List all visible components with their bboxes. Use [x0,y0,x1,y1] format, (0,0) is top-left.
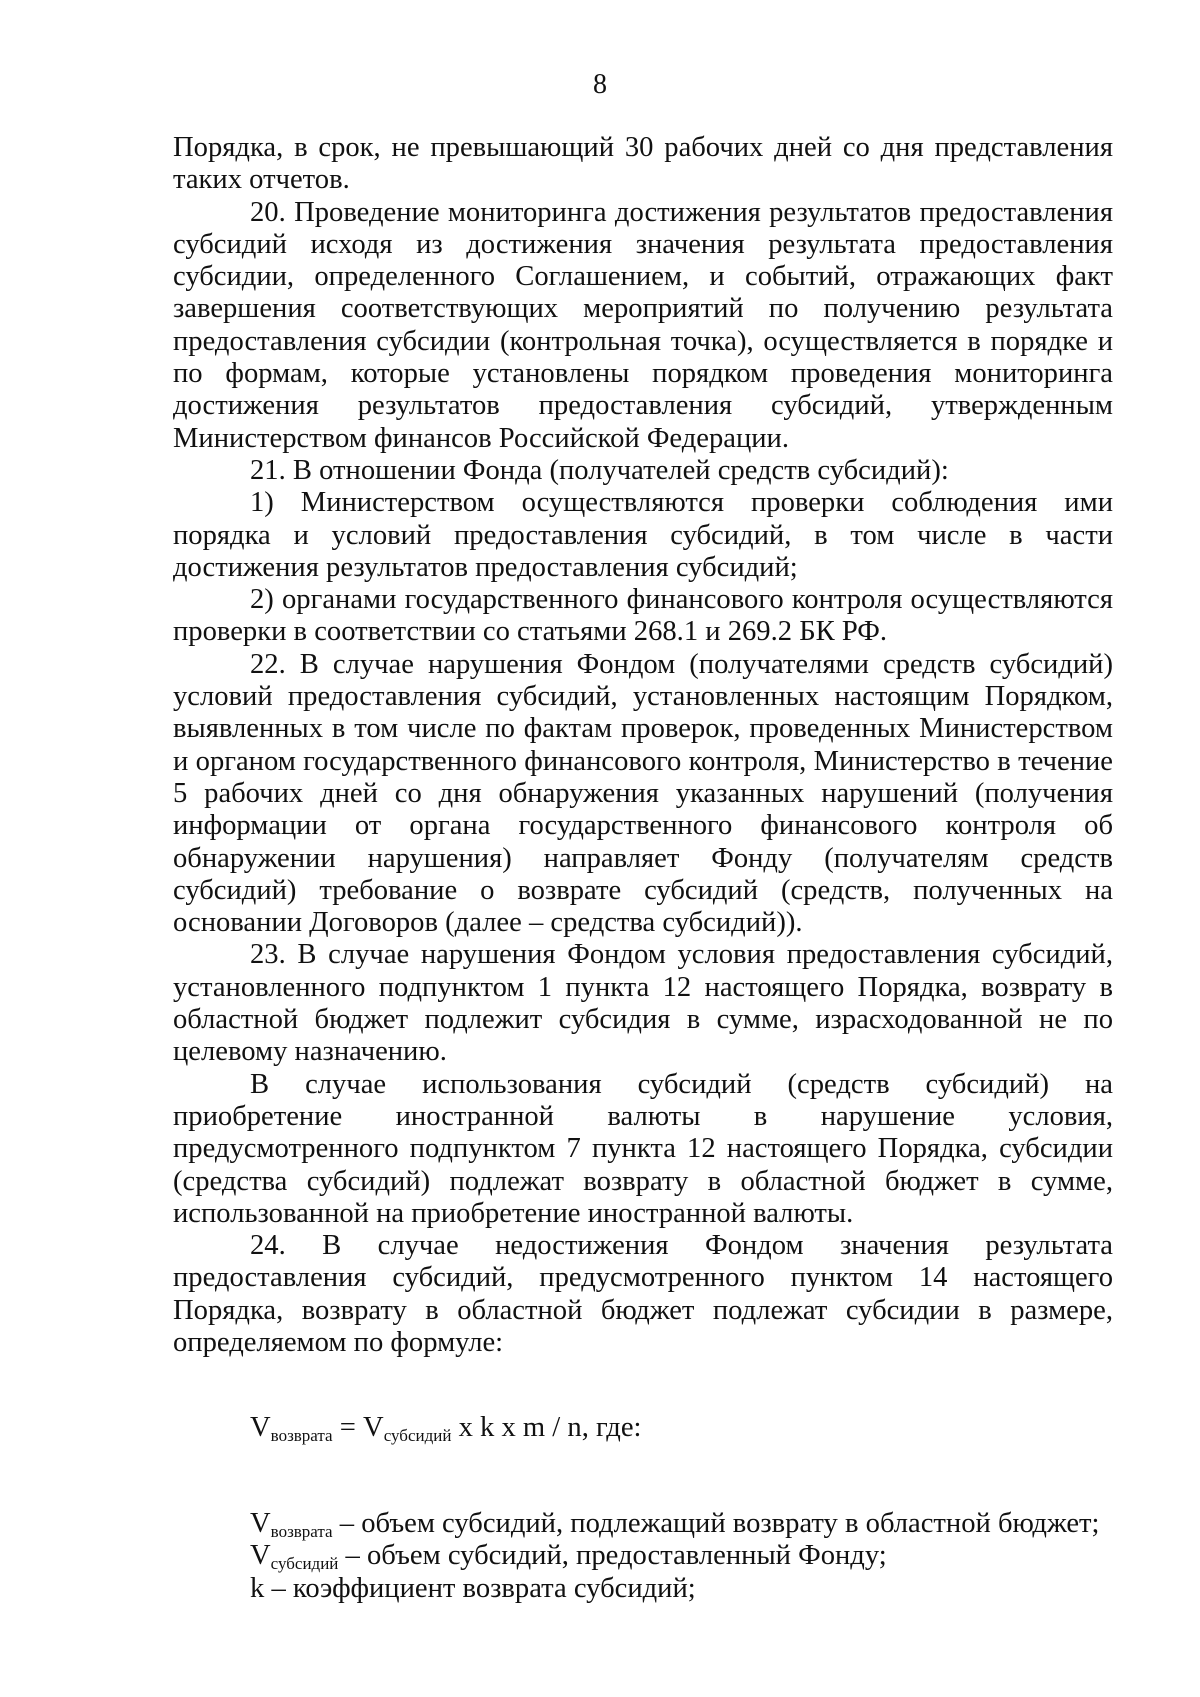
definition-v-subsidy: $V_{субсидий}$ – объем субсидий, предоставленный Фонду; [250,1540,887,1574]
definition-k: k – коэффициент возврата субсидий; [250,1572,696,1604]
paragraph: Порядка, в срок, не превышающий 30 рабочих дней со дня представления таких отчетов. [173,132,1113,196]
body-text [173,132,1113,1359]
paragraph-21-item-2: 2) органами государственного финансового контроля осуществляются проверки в соответствии со статьями 268.1 и 269.2 БК РФ. [173,584,1113,648]
formula-line: $V_{возврата} = V_{субсидий}$ x k x m / n, где: [250,1412,642,1445]
paragraph-20: 20. Проведение мониторинга достижения результатов предоставления субсидий исходя из достижения значения результата предоставления субсидии, определенного Соглашением, и событий, отражающих факт завершения соответствующих мероприятий по получению результата предоставления субсидии (контрольная точка), осуществляется в порядке и по формам, которые установлены порядком проведения мониторинга достижения результатов предоставления субсидий, утвержденным Министерством финансов Российской Федерации. [173,196,1113,454]
definition-v-return: $V_{возврата}$ – объем субсидий, подлежащий возврату в областной бюджет; [250,1508,1100,1541]
formula-definitions [250,1508,1130,1605]
paragraph-23-continued: В случае использования субсидий (средств субсидий) на приобретение иностранной валюты в нарушение условия, предусмотренного подпунктом 7 пункта 12 настоящего Порядка, субсидии (средства субсидий) подлежат возврату в областной бюджет в сумме, использованной на приобретение иностранной валюты. [173,1068,1113,1229]
formula [250,1412,1130,1444]
paragraph-23: 23. В случае нарушения Фондом условия предоставления субсидий, установленного подпунктом 1 пункта 12 настоящего Порядка, возврату в областной бюджет подлежит субсидия в сумме, израсходованной не по целевому назначению. [173,939,1113,1068]
paragraph-21-item-1: 1) Министерством осуществляются проверки соблюдения ими порядка и условий предоставления субсидий, в том числе в части достижения результатов предоставления субсидий; [173,487,1113,583]
paragraph-24: 24. В случае недостижения Фондом значения результата предоставления субсидий, предусмотренного пунктом 14 настоящего Порядка, возврату в областной бюджет подлежат субсидии в размере, определяемом по формуле: [173,1230,1113,1358]
paragraph-22: 22. В случае нарушения Фондом (получателями средств субсидий) условий предоставления субсидий, установленных настоящим Порядком, выявленных в том числе по фактам проверок, проведенных Министерством и органом государственного финансового контроля, Министерство в течение 5 рабочих дней со дня обнаружения указанных нарушений (получения информации от органа государственного финансового контроля об обнаружении нарушения) направляет Фонду (получателям средств субсидий) требование о возврате субсидий (средств, полученных на основании Договоров (далее – средства субсидий)). [173,648,1113,939]
paragraph-21: 21. В отношении Фонда (получателей средств субсидий): [250,454,949,486]
page-number: 8 [593,69,607,100]
